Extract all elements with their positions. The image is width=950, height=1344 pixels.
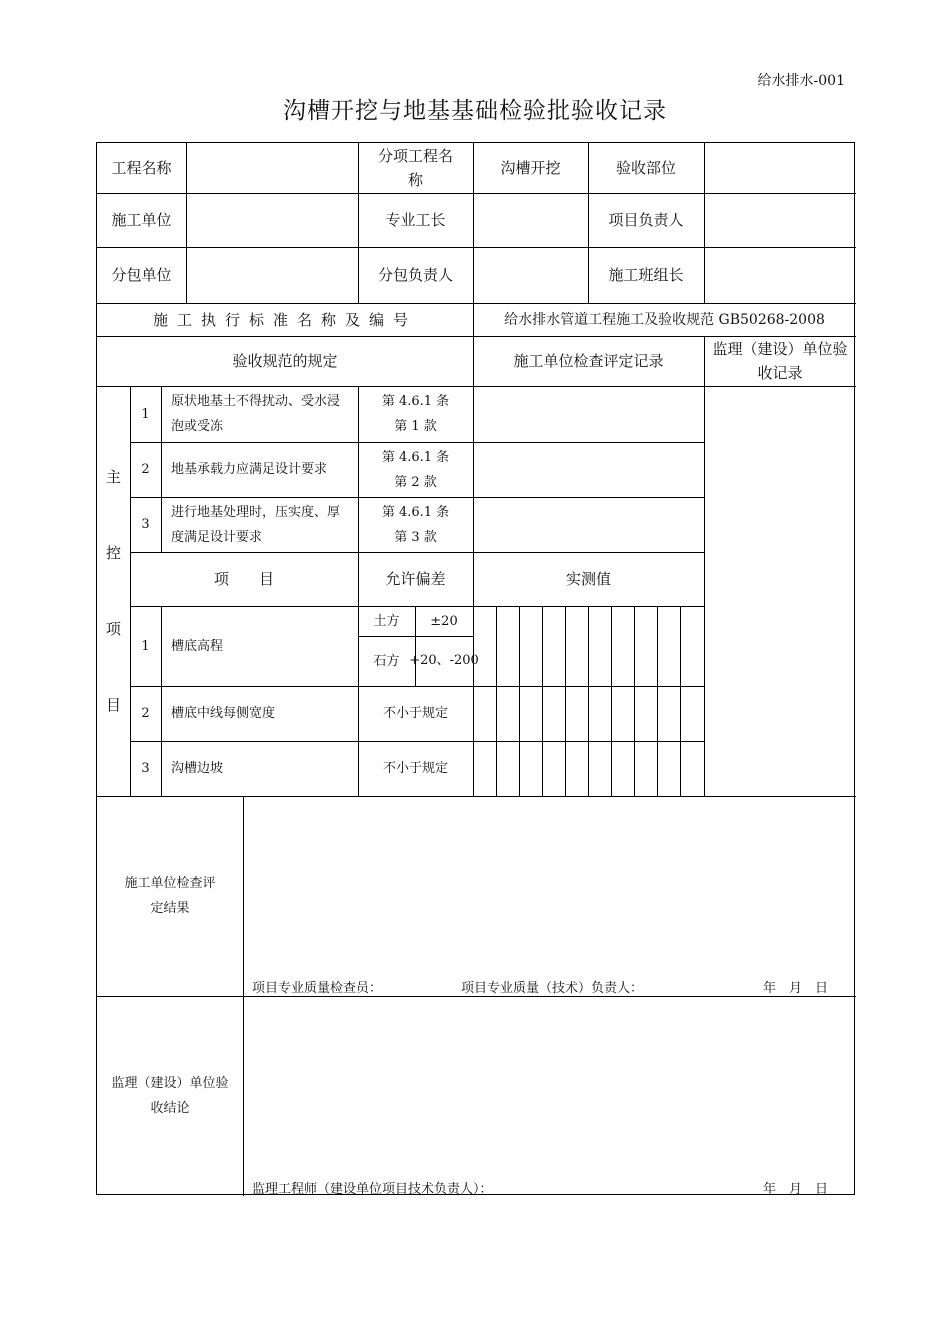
measure-item-3-tolerance: 不小于规定: [382, 761, 448, 776]
tolerance-header: 允许偏差: [385, 570, 446, 588]
main-item-1-no: 1: [141, 406, 150, 422]
main-control-label: 主 控 项 目: [105, 468, 121, 714]
measure-item-2-no: 2: [141, 706, 150, 721]
project-manager-field[interactable]: [704, 193, 856, 247]
subcontract-manager-label: 分包负责人: [377, 266, 453, 284]
main-item-2-text: 地基承载力应满足设计要求: [171, 462, 328, 477]
main-item-2-clause: 第 4.6.1 条 第 2 款: [381, 449, 450, 490]
construction-result-date: 年 月 日: [763, 981, 829, 996]
main-item-3-record[interactable]: [473, 497, 704, 552]
main-item-1-record[interactable]: [473, 386, 704, 442]
team-leader-field[interactable]: [704, 247, 856, 303]
main-item-2-no: 2: [141, 462, 150, 477]
measure-item-1-rock-label: 石方: [373, 653, 400, 669]
main-item-3-text: 进行地基处理时，压实度、厚度满足设计要求: [171, 504, 341, 545]
sub-project-label: 分项工程名称: [377, 147, 453, 189]
construction-unit-field[interactable]: [186, 193, 358, 247]
measure-item-1-no: 1: [141, 638, 150, 654]
measure-item-3-no: 3: [141, 761, 150, 776]
measure-item-1-rock-tolerance: +20、-200: [409, 653, 479, 668]
measure-item-1-earth-label: 土方: [373, 613, 400, 629]
spec-column-header: 验收规范的规定: [232, 352, 338, 370]
measure-item-3-text: 沟槽边坡: [171, 761, 224, 776]
form-code: 给水排水-001: [757, 73, 845, 89]
main-item-3-no: 3: [141, 517, 150, 532]
page-title: 沟槽开挖与地基基础检验批验收记录: [283, 98, 667, 124]
measure-item-header: 项 目: [213, 570, 274, 588]
measured-value-header: 实测值: [565, 570, 611, 588]
tech-leader-signature: 项目专业质量（技术）负责人：: [461, 981, 644, 996]
acceptance-part-field[interactable]: [704, 143, 856, 193]
foreman-label: 专业工长: [385, 211, 446, 229]
supervision-record-field[interactable]: [704, 386, 856, 796]
supervision-record-header: 监理（建设）单位验收记录: [712, 340, 848, 382]
supervision-result-date: 年 月 日: [763, 1182, 829, 1197]
main-item-3-clause: 第 4.6.1 条 第 3 款: [381, 504, 450, 545]
subcontract-unit-label: 分包单位: [111, 266, 172, 284]
project-name-field[interactable]: [186, 143, 358, 193]
subcontract-unit-field[interactable]: [186, 247, 358, 303]
main-item-1-clause: 第 4.6.1 条 第 1 款: [381, 394, 450, 434]
acceptance-part-label: 验收部位: [615, 159, 676, 177]
foreman-field[interactable]: [473, 193, 588, 247]
acceptance-form-table: [96, 142, 855, 1195]
measure-item-2-tolerance: 不小于规定: [382, 706, 448, 721]
construction-result-label: 施工单位检查评定结果: [124, 876, 216, 916]
project-manager-label: 项目负责人: [608, 211, 684, 229]
construction-result-field[interactable]: [243, 796, 856, 966]
subcontract-manager-field[interactable]: [473, 247, 588, 303]
main-item-1-text: 原状地基土不得扰动、受水浸泡或受冻: [171, 394, 341, 434]
standard-value: 给水排水管道工程施工及验收规范 GB50268-2008: [504, 311, 825, 328]
measure-item-1-text: 槽底高程: [171, 638, 224, 654]
construction-unit-label: 施工单位: [111, 211, 172, 229]
project-name-label: 工程名称: [111, 159, 172, 177]
main-item-2-record[interactable]: [473, 442, 704, 497]
supervision-result-label: 监理（建设）单位验收结论: [111, 1076, 229, 1116]
quality-inspector-signature: 项目专业质量检查员：: [252, 981, 383, 996]
measure-item-1-earth-tolerance: ±20: [430, 613, 458, 629]
measure-item-2-text: 槽底中线每侧宽度: [171, 706, 276, 721]
team-leader-label: 施工班组长: [608, 266, 684, 284]
standard-label: 施工执行标准名称及编号: [152, 310, 417, 329]
supervision-result-field[interactable]: [243, 996, 856, 1166]
construction-record-header: 施工单位检查评定记录: [513, 352, 664, 370]
sub-project-value: 沟槽开挖: [500, 159, 561, 177]
supervision-engineer-signature: 监理工程师（建设单位项目技术负责人）：: [252, 1182, 493, 1197]
